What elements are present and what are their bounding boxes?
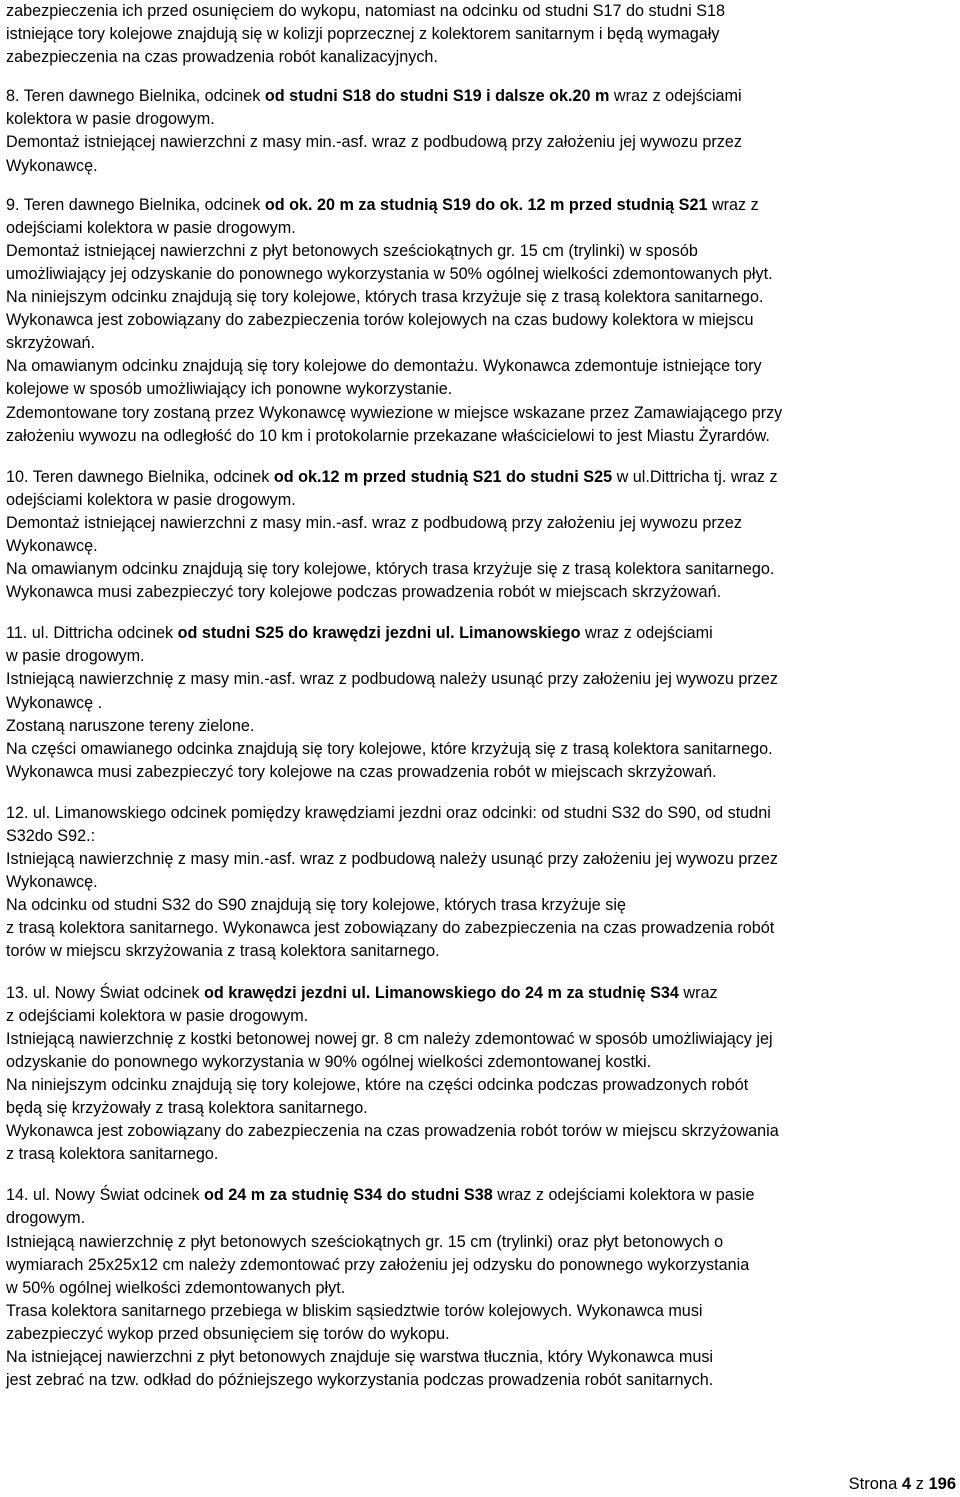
text-line: Wykonawca jest zobowiązany do zabezpieczenia torów kolejowych na czas budowy kolektora w miejscu bbox=[6, 311, 754, 330]
text-line: Na omawianym odcinku znajdują się tory kolejowe, których trasa krzyżuje się z trasą kolektora sanitarnego. bbox=[6, 560, 775, 579]
text-line: Wykonawcę. bbox=[6, 156, 98, 175]
section-14 bbox=[6, 1184, 958, 1392]
text-line: Istniejącą nawierzchnię z masy min.-asf. wraz z podbudową należy usunąć przy założeniu jej wywozu przez bbox=[6, 670, 778, 689]
text-line: S32do S92.: bbox=[6, 827, 96, 845]
text-line: Wykonawca jest zobowiązany do zabezpieczenia na czas prowadzenia robót torów w miejscu skrzyżowania bbox=[6, 1122, 779, 1141]
text-line: umożliwiający jej odzyskanie do ponownego wykorzystania w 50% ogólnej wielkości zdemontowanych płyt. bbox=[6, 264, 773, 283]
text-line: Na niniejszym odcinku znajdują się tory kolejowe, które na części odcinka podczas prowadzonych robót bbox=[6, 1075, 749, 1094]
text-line: Demontaż istniejącej nawierzchni z masy min.-asf. wraz z podbudową przy założeniu jej wywozu przez bbox=[6, 133, 742, 152]
section-10 bbox=[6, 466, 958, 605]
section-11 bbox=[6, 622, 958, 784]
text-line: w 50% ogólnej wielkości zdemontowanych płyt. bbox=[6, 1278, 346, 1297]
text-line: jest zebrać na tzw. odkład do późniejszego wykorzystania podczas prowadzenia robót sanitarnych. bbox=[6, 1371, 714, 1390]
text-line: zabezpieczenia na czas prowadzenia robót kanalizacyjnych. bbox=[6, 48, 438, 67]
section-heading: 13. ul. Nowy Świat odcinek od krawędzi jezdni ul. Limanowskiego do 24 m za studnię S34 wraz bbox=[6, 983, 718, 1002]
text-line: kolektora w pasie drogowym. bbox=[6, 110, 215, 129]
text-line: kolejowe w sposób umożliwiający ich ponowne wykorzystanie. bbox=[6, 380, 453, 399]
text-line: założeniu wywozu na odległość do 10 km i protokolarnie przekazane właścicielowi to jest Miastu Żyrardów. bbox=[6, 426, 770, 445]
page-number-footer: Strona 4 z 196 bbox=[848, 1475, 956, 1493]
section-heading: 12. ul. Limanowskiego odcinek pomiędzy krawędziami jezdni oraz odcinki: od studni S32 do S90, od studni bbox=[6, 803, 771, 822]
text-line: Na omawianym odcinku znajdują się tory kolejowe do demontażu. Wykonawca zdemontuje istniejące tory bbox=[6, 357, 762, 376]
section-8 bbox=[6, 85, 958, 177]
text-line: Wykonawcę. bbox=[6, 873, 98, 892]
text-line: z trasą kolektora sanitarnego. Wykonawca jest zobowiązany do zabezpieczenia na czas prowadzenia robót bbox=[6, 919, 775, 938]
text-line: istniejące tory kolejowe znajdują się w kolizji poprzecznej z kolektorem sanitarnym i będą wymagały bbox=[6, 25, 720, 44]
text-line: Zdemontowane tory zostaną przez Wykonawcę wywiezione w miejsce wskazane przez Zamawiającego przy bbox=[6, 403, 783, 422]
section-heading: 11. ul. Dittricha odcinek od studni S25 do krawędzi jezdni ul. Limanowskiego wraz z odejściami bbox=[6, 624, 713, 643]
section-heading: 8. Teren dawnego Bielnika, odcinek od studni S18 do studni S19 i dalsze ok.20 m wraz z odejściami bbox=[6, 87, 742, 106]
text-line: Demontaż istniejącej nawierzchni z płyt betonowych sześciokątnych gr. 15 cm (trylinki) w sposób bbox=[6, 241, 698, 260]
text-line: Demontaż istniejącej nawierzchni z masy min.-asf. wraz z podbudową przy założeniu jej wywozu przez bbox=[6, 513, 742, 532]
text-line: odzyskanie do ponownego wykorzystania w 90% ogólnej wielkości zdemontowanej kostki. bbox=[6, 1052, 652, 1071]
text-line: w pasie drogowym. bbox=[6, 647, 145, 666]
text-line: odejściami kolektora w pasie drogowym. bbox=[6, 490, 296, 509]
text-line: zabezpieczyć wykop przed obsunięciem się torów do wykopu. bbox=[6, 1324, 450, 1343]
section-heading: 10. Teren dawnego Bielnika, odcinek od ok.12 m przed studnią S21 do studni S25 w ul.Dittricha tj. wraz z bbox=[6, 467, 778, 486]
text-line: Wykonawcę . bbox=[6, 693, 103, 712]
text-line: będą się krzyżowały z trasą kolektora sanitarnego. bbox=[6, 1099, 368, 1118]
text-line: Na niniejszym odcinku znajdują się tory kolejowe, których trasa krzyżuje się z trasą kolektora sanitarnego. bbox=[6, 288, 764, 307]
section-9 bbox=[6, 194, 958, 448]
text-line: Istniejącą nawierzchnię z kostki betonowej nowej gr. 8 cm należy zdemontować w sposób umożliwiający jej bbox=[6, 1029, 773, 1048]
text-line: odejściami kolektora w pasie drogowym. bbox=[6, 218, 296, 237]
text-line: Zostaną naruszone tereny zielone. bbox=[6, 716, 255, 735]
document-page bbox=[6, 0, 958, 1392]
text-line: skrzyżowań. bbox=[6, 334, 96, 353]
text-line: Wykonawca musi zabezpieczyć tory kolejowe podczas prowadzenia robót w miejscach skrzyżowań. bbox=[6, 583, 722, 602]
text-line: Istniejącą nawierzchnię z płyt betonowych sześciokątnych gr. 15 cm (trylinki) oraz płyt betonowych o bbox=[6, 1232, 724, 1251]
text-line: z trasą kolektora sanitarnego. bbox=[6, 1145, 219, 1164]
text-line: drogowym. bbox=[6, 1209, 86, 1228]
text-line: Istniejącą nawierzchnię z masy min.-asf. wraz z podbudową należy usunąć przy założeniu jej wywozu przez bbox=[6, 850, 778, 869]
section-heading: 9. Teren dawnego Bielnika, odcinek od ok. 20 m za studnią S19 do ok. 12 m przed studnią S21 wraz z bbox=[6, 195, 759, 214]
text-line: Na części omawianego odcinka znajdują się tory kolejowe, które krzyżują się z trasą kolektora sanitarnego. bbox=[6, 739, 773, 758]
section-13 bbox=[6, 982, 958, 1167]
text-line: Wykonawcę. bbox=[6, 536, 98, 555]
intro-paragraph bbox=[6, 0, 958, 69]
text-line: wymiarach 25x25x12 cm należy zdemontować przy założeniu jej odzysku do ponownego wykorzystania bbox=[6, 1255, 750, 1274]
text-line: Na istniejącej nawierzchni z płyt betonowych znajduje się warstwa tłucznia, który Wykonawca musi bbox=[6, 1347, 714, 1366]
text-line: Na odcinku od studni S32 do S90 znajdują się tory kolejowe, których trasa krzyżuje się bbox=[6, 896, 626, 915]
section-heading: 14. ul. Nowy Świat odcinek od 24 m za studnię S34 do studni S38 wraz z odejściami kolektora w pasie bbox=[6, 1186, 755, 1205]
text-line: torów w miejscu skrzyżowania z trasą kolektora sanitarnego. bbox=[6, 942, 440, 961]
text-line: z odejściami kolektora w pasie drogowym. bbox=[6, 1006, 309, 1025]
section-12 bbox=[6, 802, 958, 964]
text-line: Wykonawca musi zabezpieczyć tory kolejowe na czas prowadzenia robót w miejscach skrzyżowań. bbox=[6, 762, 717, 781]
text-line: Trasa kolektora sanitarnego przebiega w bliskim sąsiedztwie torów kolejowych. Wykonawca musi bbox=[6, 1301, 703, 1320]
text-line: zabezpieczenia ich przed osunięciem do wykopu, natomiast na odcinku od studni S17 do studni S18 bbox=[6, 2, 725, 20]
